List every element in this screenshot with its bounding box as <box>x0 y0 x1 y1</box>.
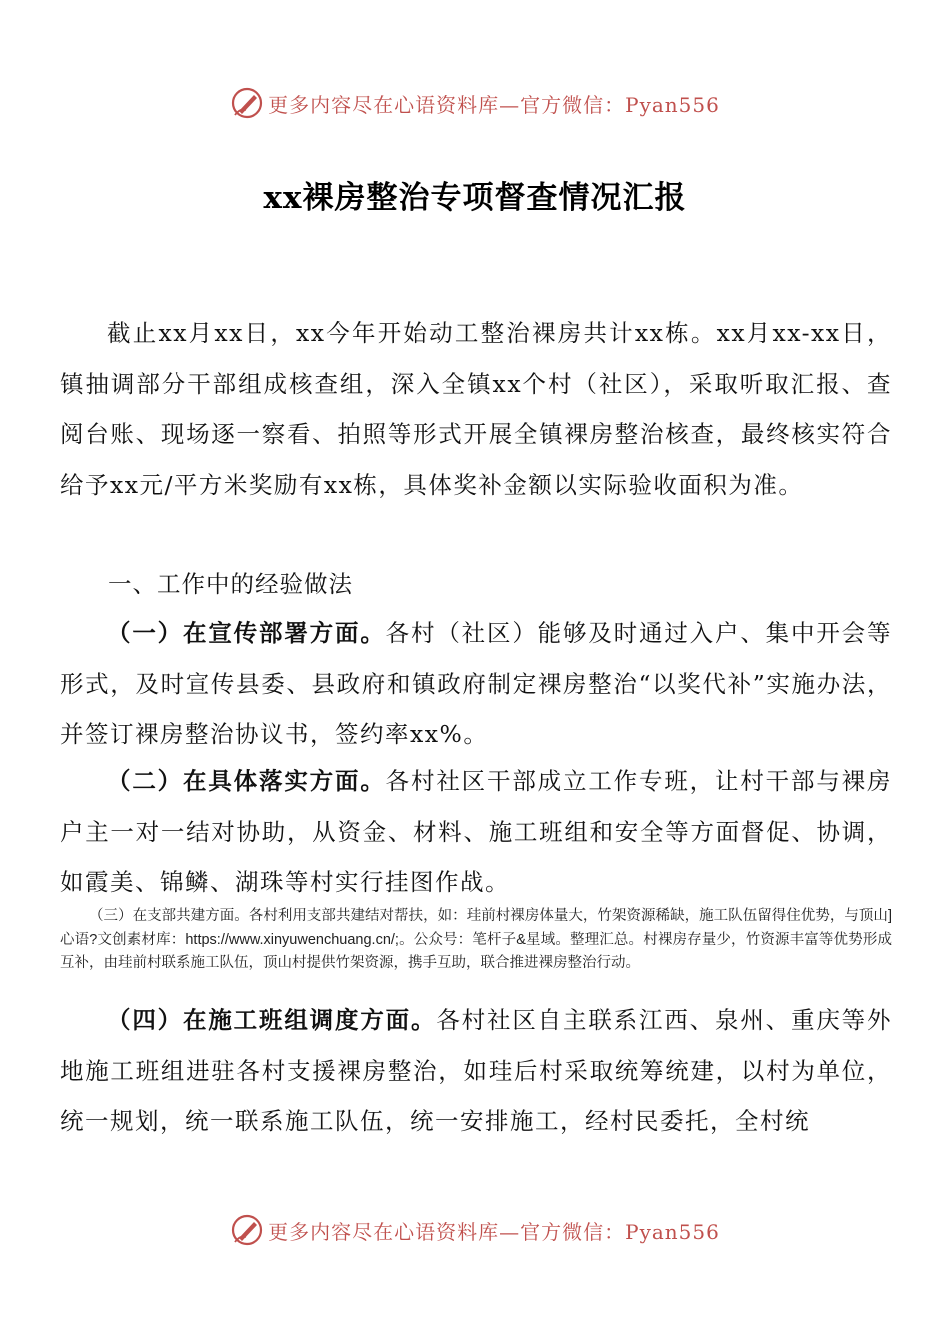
item-2-text: 各村社区干部成立工作专班，让村干部与裸房户主一对一结对协助，从资金、材料、施工班组和安全等方面督促、协调，如霞美、锦鳞、湖珠等村实行挂图作战。 <box>60 767 893 896</box>
section-heading-block <box>60 566 892 602</box>
item-4-lead: （四）在施工班组调度方面。 <box>107 1006 437 1034</box>
intro-text: 截止xx月xx日，xx今年开始动工整治裸房共计xx栋。xx月xx-xx日，镇抽调部分干部组成核查组，深入全镇xx个村（社区），采取听取汇报、查阅台账、现场逐一察看、拍照等形式开展全镇裸房整治核查，最终核实符合给予xx元/平方米奖励有xx栋，具体奖补金额以实际验收面积为准。 <box>60 319 892 499</box>
item-3-text: （三）在支部共建方面。各村利用支部共建结对帮扶，如：珪前村裸房体量大，竹架资源稀缺，施工队伍留得住优势，与顶山]心语?文创素材库：https://www.xinyuwenchuang.cn/;。公众号：笔杆子&星域。整理汇总。村裸房存量少，竹资源丰富等优势形成互补，由珪前村联系施工队伍，顶山村提供竹架资源，携手互助，联合推进裸房整治行动。 <box>60 908 892 971</box>
footer-watermark-banner <box>0 1210 950 1250</box>
banner-text: 更多内容尽在心语资料库—官方微信：Pyan556 <box>268 92 720 117</box>
item-1-text: 各村（社区）能够及时通过入户、集中开会等形式，及时宣传县委、县政府和镇政府制定裸房整治“以奖代补”实施办法，并签订裸房整治协议书，签约率xx%。 <box>60 619 893 748</box>
item-4-text: 各村社区自主联系江西、泉州、重庆等外地施工班组进驻各村支援裸房整治，如珪后村采取统筹统建，以村为单位，统一规划，统一联系施工队伍，统一安排施工，经村民委托，全村统 <box>60 1006 893 1135</box>
pen-circle-icon <box>230 86 264 120</box>
section-heading: 一、工作中的经验做法 <box>108 570 353 598</box>
item-1-lead: （一）在宣传部署方面。 <box>107 619 386 647</box>
banner-text: 更多内容尽在心语资料库—官方微信：Pyan556 <box>268 1219 720 1244</box>
pen-circle-icon <box>230 1213 264 1247</box>
item-4-paragraph <box>60 995 892 1147</box>
item-2-paragraph <box>60 756 892 908</box>
item-1-paragraph <box>60 608 892 760</box>
item-2-lead: （二）在具体落实方面。 <box>107 767 386 795</box>
page-title: xx裸房整治专项督查情况汇报 <box>263 180 687 216</box>
item-3-paragraph <box>60 905 892 976</box>
header-watermark-banner <box>0 83 950 123</box>
intro-paragraph <box>60 308 892 510</box>
